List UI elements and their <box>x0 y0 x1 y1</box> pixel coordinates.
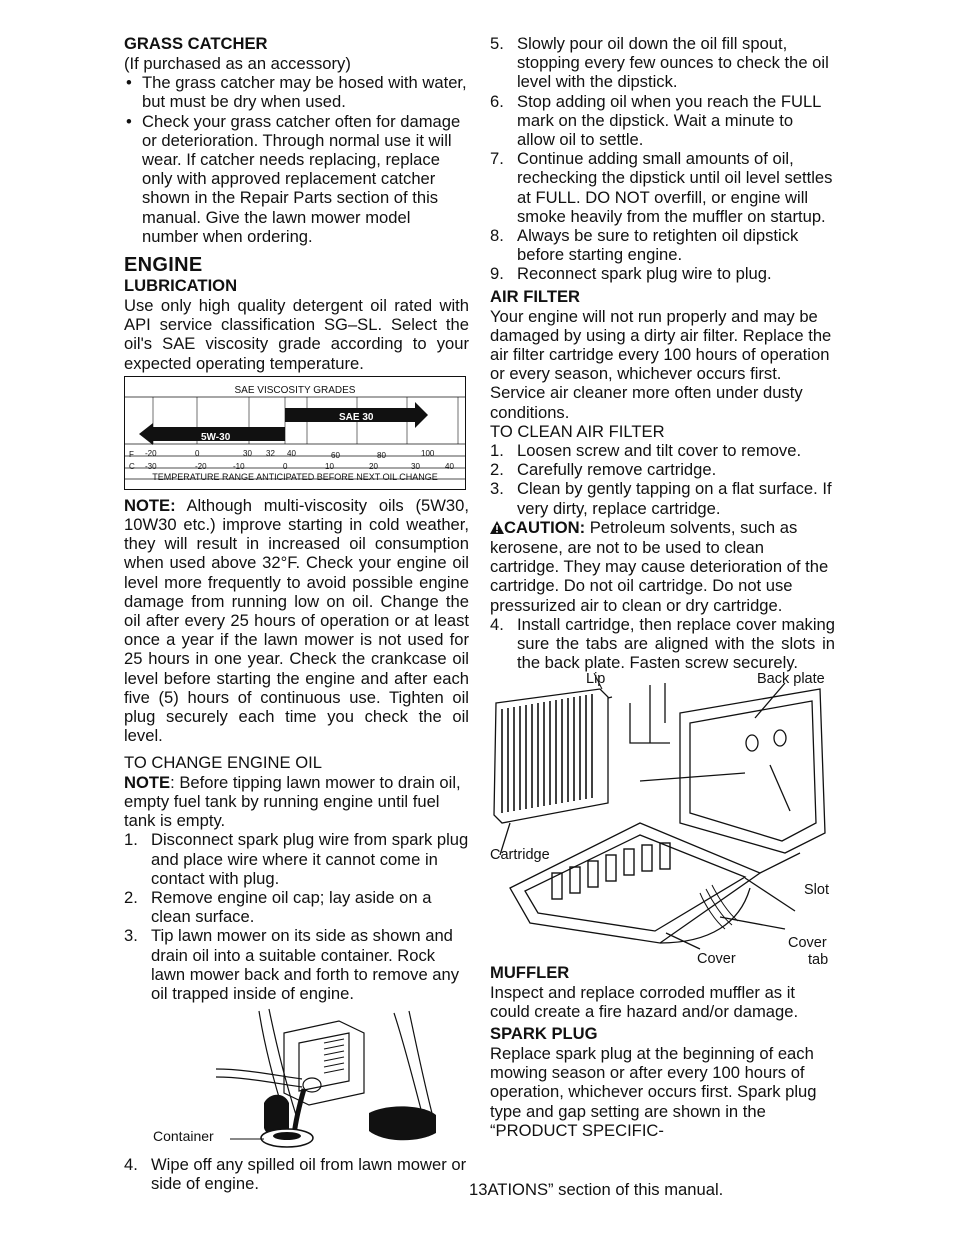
clean-air-filter-steps <box>490 441 835 518</box>
air-filter-heading: AIR FILTER <box>490 286 581 306</box>
f-tick: 32 <box>266 448 275 458</box>
lip-label: Lip <box>586 670 606 687</box>
step-number: 1. <box>124 830 138 850</box>
c-label: C <box>129 461 135 471</box>
note-paragraph <box>124 496 469 746</box>
spark-plug-heading: SPARK PLUG <box>490 1023 598 1043</box>
c-tick: 40 <box>445 461 454 471</box>
step-number: 2. <box>124 887 138 907</box>
step-number: 3. <box>124 926 138 946</box>
oil-drain-illustration <box>124 1003 469 1155</box>
list-item <box>124 926 469 1003</box>
page-footer-line <box>469 1180 723 1199</box>
sae30-label: SAE 30 <box>339 411 374 423</box>
step-text: Carefully remove cartridge. <box>517 460 717 480</box>
f-tick: 40 <box>287 448 296 458</box>
step-number: 1. <box>490 441 504 461</box>
change-oil-steps <box>124 830 469 1003</box>
step-number: 4. <box>490 614 504 634</box>
c-tick: 10 <box>325 461 334 471</box>
viscosity-chart <box>124 376 466 490</box>
c-tick: -20 <box>195 461 207 471</box>
cover-label: Cover <box>697 950 736 967</box>
step-text: Remove engine oil cap; lay aside on a clean surface. <box>151 887 432 927</box>
grass-catcher-list <box>124 73 469 246</box>
f-tick: -20 <box>145 448 157 458</box>
note2-text: : Before tipping lawn mower to drain oil, empty fuel tank by running engine until fuel tank is empty. <box>124 772 461 831</box>
spark-plug-last-line: ATIONS” section of this manual. <box>487 1180 724 1199</box>
oil-fill-steps <box>490 34 835 284</box>
step-number: 6. <box>490 91 504 111</box>
muffler-heading: MUFFLER <box>490 962 570 982</box>
caution-label: CAUTION: <box>504 517 586 537</box>
list-item <box>490 264 835 283</box>
w530-label: 5W-30 <box>201 431 231 443</box>
note2-paragraph <box>124 773 469 831</box>
spark-plug-text: Replace spark plug at the beginning of each mowing season or after every 100 hours of operation, whichever occurs first. Spark plug type and gap setting are shown in the “PRODUCT SPECIFIC- <box>490 1043 817 1140</box>
c-tick: -10 <box>233 461 245 471</box>
step-number: 3. <box>490 479 504 499</box>
muffler-text: Inspect and replace corroded muffler as it could create a fire hazard and/or damage. <box>490 982 799 1021</box>
grass-catcher-subtitle: (If purchased as an accessory) <box>124 54 351 73</box>
list-item <box>490 479 835 517</box>
page-number: 13 <box>469 1180 488 1199</box>
lubrication-heading: LUBRICATION <box>124 276 238 296</box>
c-tick: 20 <box>369 461 378 471</box>
c-tick: 0 <box>283 461 288 471</box>
step-text: Disconnect spark plug wire from spark plug and place wire where it cannot come in contact with plug. <box>151 830 469 888</box>
cover-tab-label-1: Cover <box>788 934 827 951</box>
cartridge-label: Cartridge <box>490 846 550 863</box>
list-item <box>124 1155 469 1193</box>
f-tick: 30 <box>243 448 252 458</box>
back-plate-label: Back plate <box>757 670 825 687</box>
air-filter-text: Your engine will not run properly and may be damaged by using a dirty air filter. Replace the air filter cartridge every 100 hours of operation or every season, whichever occurs first. Service air cleaner more often under dusty conditions. <box>490 306 832 422</box>
c-tick: -30 <box>145 461 157 471</box>
step-text: Loosen screw and tilt cover to remove. <box>517 441 802 461</box>
list-item <box>490 460 835 479</box>
note2-label: NOTE <box>124 772 171 792</box>
list-item <box>124 888 469 926</box>
step-number: 8. <box>490 226 504 246</box>
step-text: Stop adding oil when you reach the FULL mark on the dipstick. Wait a minute to allow oil to settle. <box>517 91 821 150</box>
step-text: Continue adding small amounts of oil, rechecking the dipstick until oil level settles at FULL. DO NOT overfill, or engine will smoke heavily from the muffler on startup. <box>517 149 833 226</box>
step-text: Slowly pour oil down the oil fill spout, stopping every few ounces to check the oil level with the dipstick. <box>517 34 829 92</box>
engine-heading: ENGINE <box>124 254 203 277</box>
air-filter-illustration <box>490 670 835 973</box>
f-label: F <box>129 449 134 459</box>
list-item <box>490 226 835 264</box>
change-oil-step-4 <box>124 1155 469 1193</box>
step-text: Tip lawn mower on its side as shown and drain oil into a suitable container. Rock lawn mower back and forth to remove any oil trapped inside of engine. <box>151 926 460 1003</box>
viscosity-chart-title: SAE VISCOSITY GRADES <box>234 384 356 396</box>
right-column <box>490 34 835 1140</box>
step-number: 7. <box>490 149 504 169</box>
clean-air-filter-heading: TO CLEAN AIR FILTER <box>490 421 665 441</box>
step-text: Clean by gently tapping on a flat surface. If very dirty, replace cartridge. <box>517 479 832 518</box>
list-item <box>490 34 835 92</box>
step-number: 9. <box>490 264 504 284</box>
left-column <box>124 34 469 1194</box>
grass-catcher-heading: GRASS CATCHER <box>124 34 268 53</box>
f-tick: 60 <box>331 450 340 460</box>
list-item: • Check your grass catcher often for damage or deterioration. Through normal use it will wear. If catcher needs replacing, replace only with approved replacement catcher shown in the Repair Parts section of this manual. Give the lawn mower model number when ordering. <box>124 112 469 246</box>
warning-icon <box>490 519 504 538</box>
step-number: 4. <box>124 1155 138 1175</box>
clean-air-filter-step-4 <box>490 615 835 673</box>
f-tick: 80 <box>377 450 386 460</box>
step-number: 2. <box>490 460 504 480</box>
change-oil-heading: TO CHANGE ENGINE OIL <box>124 753 322 773</box>
list-item <box>490 615 835 673</box>
step-number: 5. <box>490 34 504 53</box>
cover-tab-label-2: tab <box>808 951 829 968</box>
f-tick: 100 <box>421 448 435 458</box>
list-item <box>490 92 835 150</box>
list-item <box>490 441 835 460</box>
note-text: Although multi-viscosity oils (5W30, 10W30 etc.) improve starting in cold weather, they will result in increased oil consumption when used above 32°F. Check your engine oil level more frequently to avoid possible engine damage from running low on oil. Change the oil after every 25 hours of operation or at least once a year if the lawn mower is not used for 25 hours in one year. Check the crankcase oil level before starting the engine and after each five (5) hours of continuous use. Tighten oil plug securely each time you check the oil level. <box>124 495 469 746</box>
list-item <box>124 830 469 888</box>
viscosity-chart-footer: TEMPERATURE RANGE ANTICIPATED BEFORE NEXT OIL CHANGE <box>152 471 438 482</box>
slot-label: Slot <box>804 881 829 898</box>
note-label: NOTE: <box>124 495 176 515</box>
caution-text: Petroleum solvents, such as kerosene, are not to be used to clean cartridge. They may cause deterioration of the cartridge. Do not oil cartridge. Do not use pressurized air to clean or dry cartridge. <box>490 517 829 615</box>
list-item: • The grass catcher may be hosed with water, but must be dry when used. <box>124 73 469 111</box>
f-tick: 0 <box>195 448 200 458</box>
air-filter-drawing <box>490 670 835 973</box>
step-text: Always be sure to retighten oil dipstick before starting engine. <box>517 226 799 265</box>
caution-paragraph <box>490 518 835 615</box>
c-tick: 30 <box>411 461 420 471</box>
list-item <box>490 149 835 226</box>
step-text: Wipe off any spilled oil from lawn mower or side of engine. <box>151 1155 467 1194</box>
lubrication-text: Use only high quality detergent oil rated with API service classification SG–SL. Select the oil's SAE viscosity grade according to your expected operating temperature. <box>124 296 469 373</box>
container-label: Container <box>153 1128 214 1145</box>
step-text: Install cartridge, then replace cover making sure the tabs are aligned with the slots in the back plate. Fasten screw securely. <box>517 614 835 673</box>
step-text: Reconnect spark plug wire to plug. <box>517 264 772 284</box>
